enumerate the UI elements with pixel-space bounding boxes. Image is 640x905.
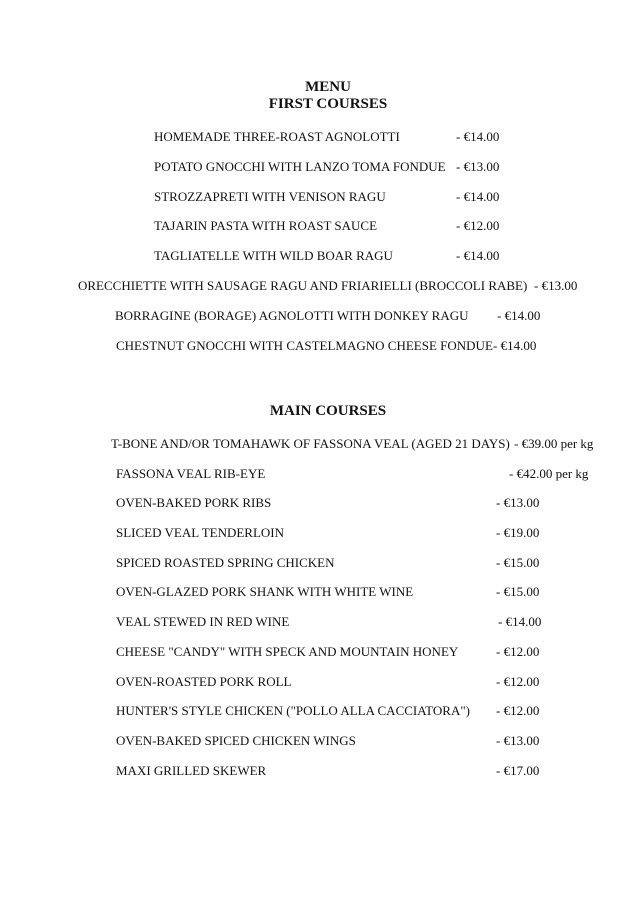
menu-item-price: - €14.00 xyxy=(456,248,500,263)
menu-item-price: - €14.00 xyxy=(493,338,537,353)
menu-item-name: OVEN-ROASTED PORK ROLL xyxy=(116,674,292,689)
menu-item-name: OVEN-BAKED PORK RIBS xyxy=(116,495,272,510)
menu-item-price: - €13.00 xyxy=(456,159,500,174)
menu-item-name: FASSONA VEAL RIB-EYE xyxy=(116,466,266,481)
menu-item-price: - €39.00 per kg xyxy=(514,436,594,451)
menu-item-name: TAGLIATELLE WITH WILD BOAR RAGU xyxy=(154,248,393,263)
menu-item-name: BORRAGINE (BORAGE) AGNOLOTTI WITH DONKEY RAGU xyxy=(115,308,469,323)
menu-item-name: CHESTNUT GNOCCHI WITH CASTELMAGNO CHEESE FONDUE xyxy=(116,338,493,353)
menu-item-name: SLICED VEAL TENDERLOIN xyxy=(116,525,285,540)
menu-item-name: SPICED ROASTED SPRING CHICKEN xyxy=(116,555,335,570)
menu-item-name: POTATO GNOCCHI WITH LANZO TOMA FONDUE xyxy=(154,159,446,174)
menu-item-price: - €13.00 xyxy=(534,278,578,293)
first-courses-heading: FIRST COURSES xyxy=(268,96,388,112)
menu-item-name: HOMEMADE THREE-ROAST AGNOLOTTI xyxy=(154,129,400,144)
menu-item-name: VEAL STEWED IN RED WINE xyxy=(116,614,290,629)
menu-item-price: - €12.00 xyxy=(456,218,500,233)
menu-item-price: - €14.00 xyxy=(456,129,500,144)
menu-item-name: HUNTER'S STYLE CHICKEN ("POLLO ALLA CACCIATORA") xyxy=(116,703,470,718)
menu-item-price: - €42.00 per kg xyxy=(509,466,589,481)
menu-item-price: - €13.00 xyxy=(496,733,540,748)
menu-item-price: - €15.00 xyxy=(496,584,540,599)
menu-item-name: OVEN-BAKED SPICED CHICKEN WINGS xyxy=(116,733,356,748)
menu-item-name: TAJARIN PASTA WITH ROAST SAUCE xyxy=(154,218,378,233)
menu-title: MENU xyxy=(305,79,351,95)
menu-item-name: CHEESE "CANDY" WITH SPECK AND MOUNTAIN HONEY xyxy=(116,644,459,659)
menu-item-price: - €12.00 xyxy=(496,644,540,659)
menu-item-price: - €17.00 xyxy=(496,763,540,778)
menu-item-price: - €19.00 xyxy=(496,525,540,540)
menu-item-name: STROZZAPRETI WITH VENISON RAGU xyxy=(154,189,386,204)
menu-item-price: - €12.00 xyxy=(496,703,540,718)
menu-item-price: - €14.00 xyxy=(456,189,500,204)
menu-item-price: - €14.00 xyxy=(497,308,541,323)
menu-item-price: - €14.00 xyxy=(498,614,542,629)
menu-item-name: ORECCHIETTE WITH SAUSAGE RAGU AND FRIARIELLI (BROCCOLI RABE) xyxy=(78,278,528,293)
menu-item-price: - €13.00 xyxy=(496,495,540,510)
main-courses-heading: MAIN COURSES xyxy=(269,403,387,419)
menu-item-name: OVEN-GLAZED PORK SHANK WITH WHITE WINE xyxy=(116,584,414,599)
menu-item-price: - €12.00 xyxy=(496,674,540,689)
menu-item-name: MAXI GRILLED SKEWER xyxy=(116,763,267,778)
menu-item-price: - €15.00 xyxy=(496,555,540,570)
menu-item-name: T-BONE AND/OR TOMAHAWK OF FASSONA VEAL (AGED 21 DAYS) xyxy=(111,436,510,451)
